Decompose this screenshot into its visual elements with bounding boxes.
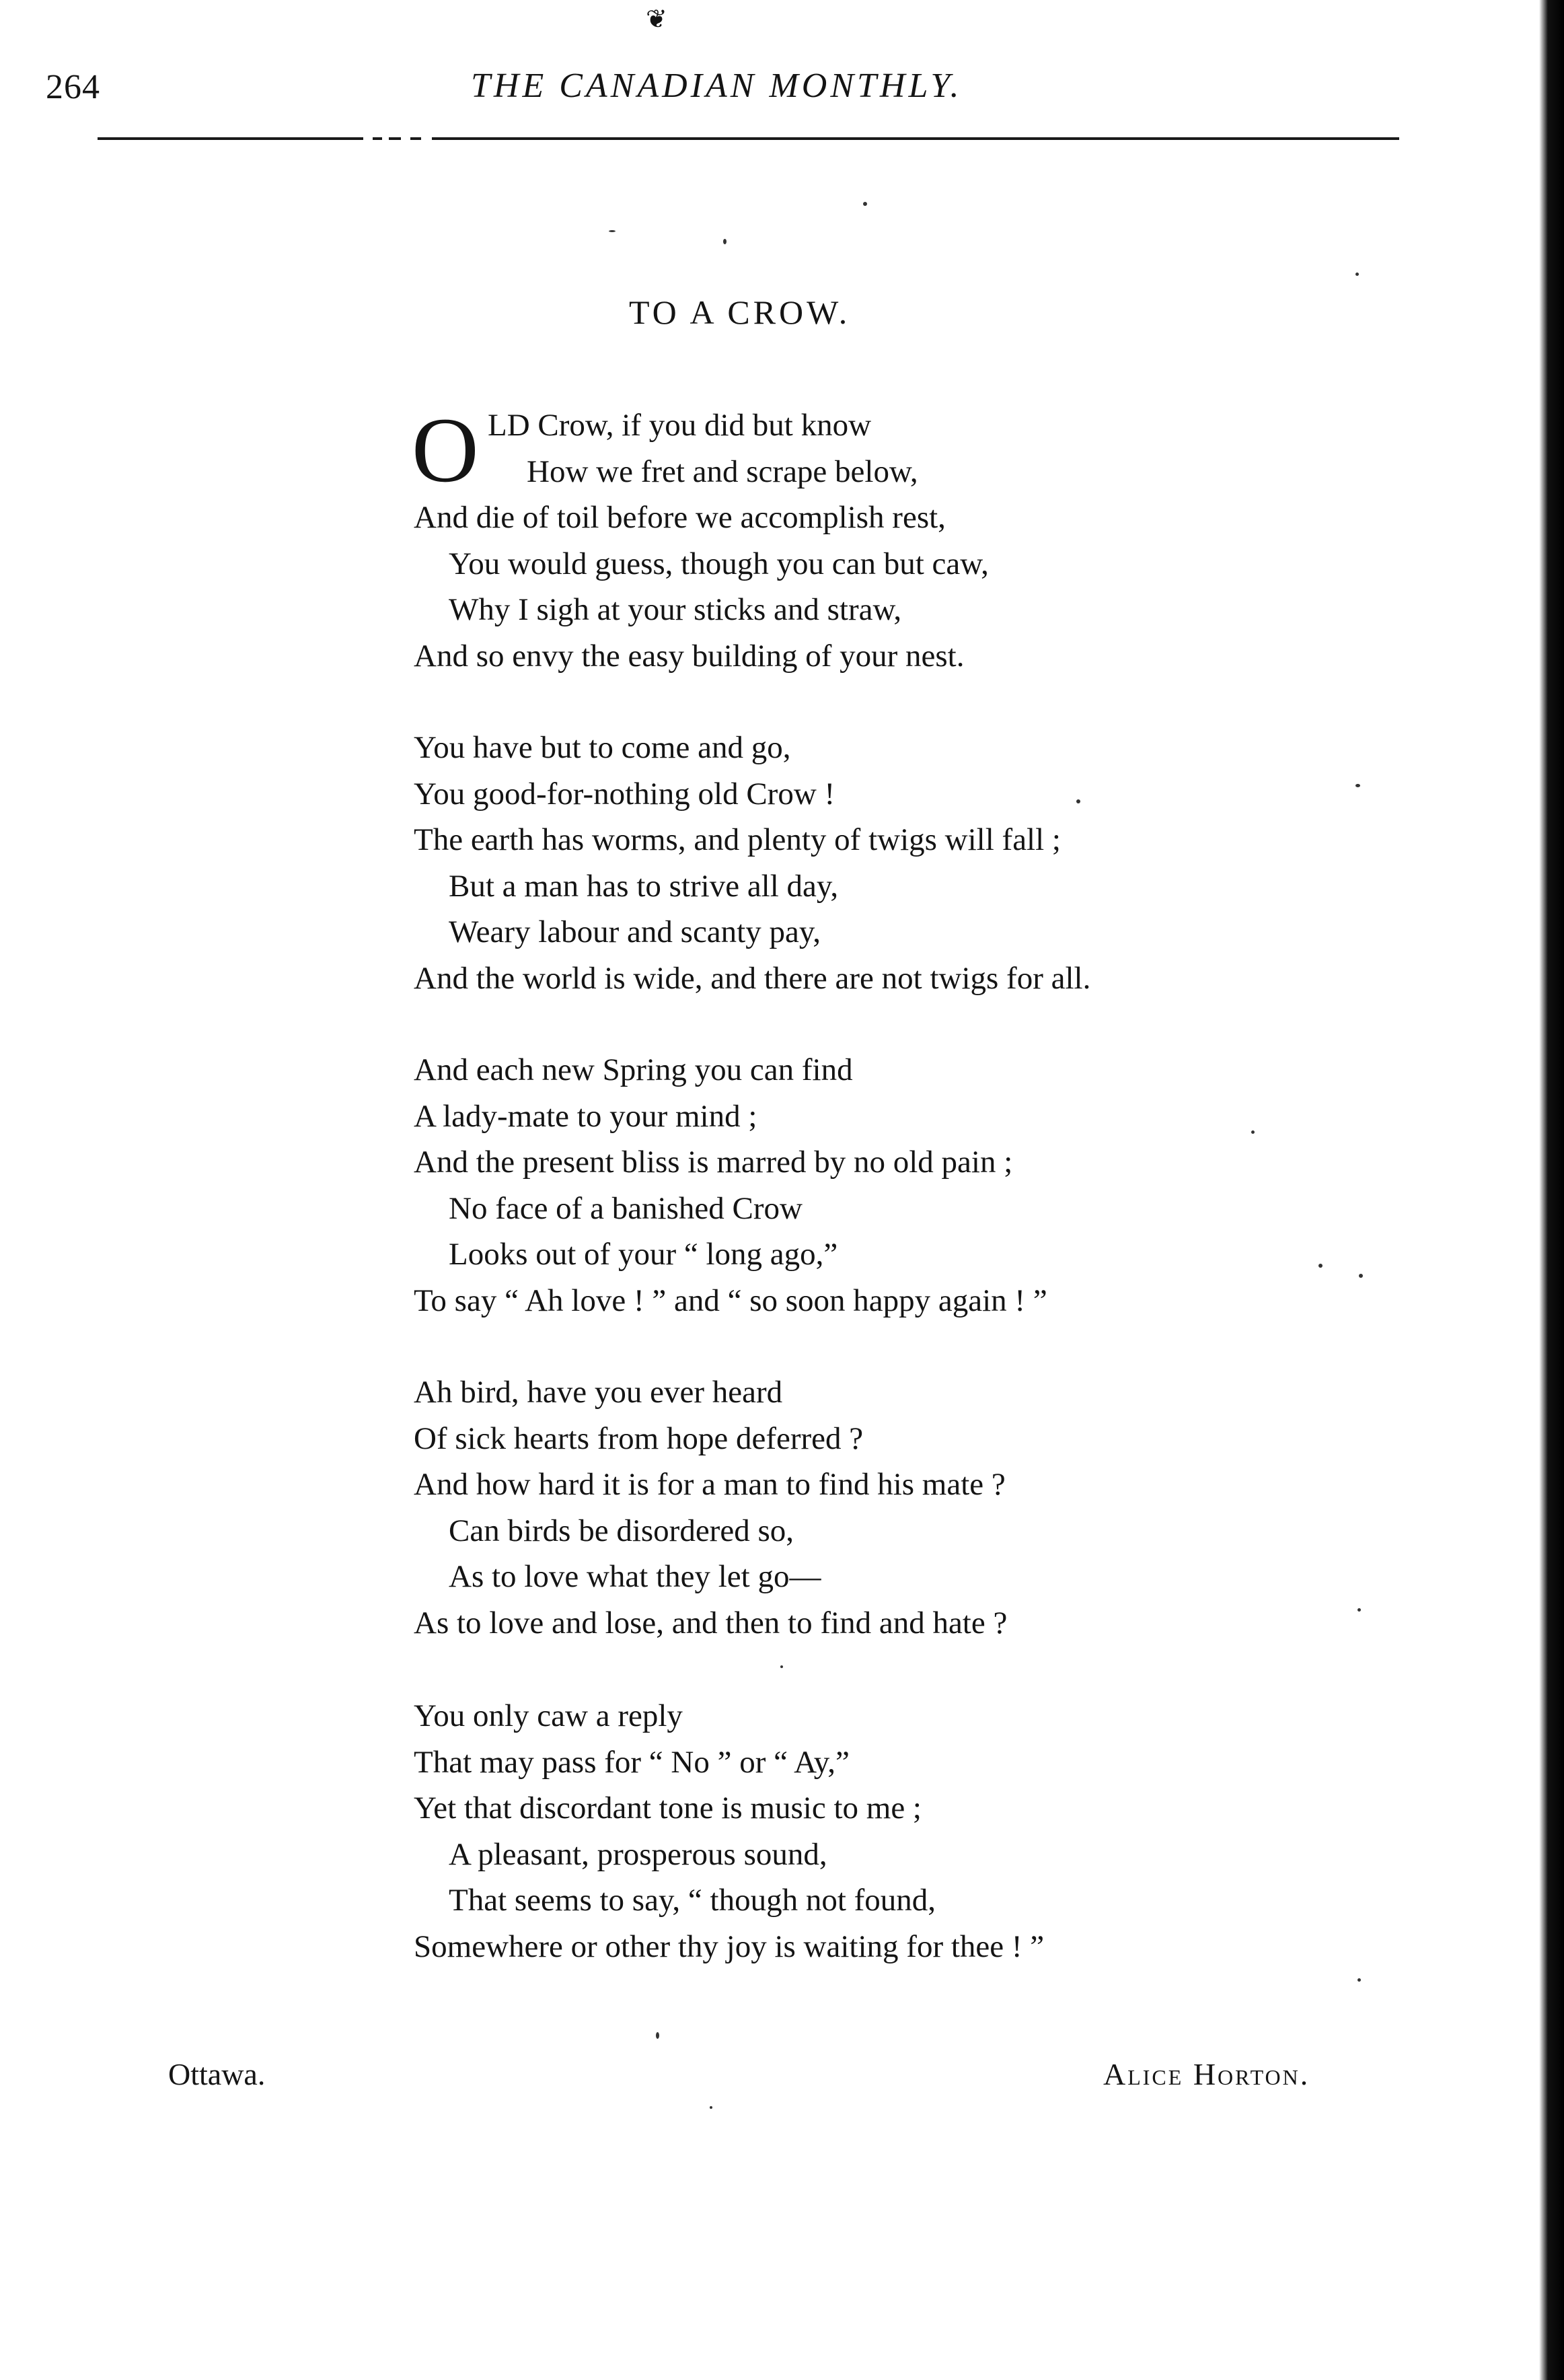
poem-line: No face of a banished Crow [449, 1190, 803, 1226]
place-name: Ottawa. [168, 2057, 266, 2091]
poem-line: As to love what they let go— [449, 1559, 821, 1594]
poem-line: And the present bliss is marred by no old pain ; [414, 1145, 1013, 1180]
scan-edge-shadow [1539, 0, 1564, 2380]
poem-line: To say “ Ah love ! ” and “ so soon happy again ! ” [414, 1283, 1047, 1318]
stanza-break [414, 1001, 1090, 1047]
scan-speck [863, 202, 867, 206]
scan-speck [1359, 1274, 1363, 1278]
poem-line: You have but to come and go, [414, 730, 791, 765]
poem-line: And how hard it is for a man to find his mate ? [414, 1467, 1006, 1502]
author-name: Alice Horton. [1103, 2057, 1310, 2091]
poem-line: Somewhere or other thy joy is waiting for thee ! ” [414, 1928, 1045, 1964]
poem-line: That seems to say, “ though not found, [449, 1883, 936, 1918]
scan-speck [1318, 1264, 1323, 1268]
poem-line: You good-for-nothing old Crow ! [414, 776, 835, 812]
stanza-break [414, 1324, 1090, 1369]
scan-speck [656, 2032, 659, 2039]
poem-line: Yet that discordant tone is music to me ; [414, 1791, 922, 1826]
poem-line: Why I sigh at your sticks and straw, [449, 592, 902, 627]
poem-line: You only caw a reply [414, 1698, 683, 1733]
poem-line: Of sick hearts from hope deferred ? [414, 1420, 864, 1456]
poem-line: LD Crow, if you did but know [488, 408, 872, 443]
poem-line: And die of toil before we accomplish rest, [414, 500, 946, 535]
poem-line: Looks out of your “ long ago,” [449, 1237, 838, 1272]
header-rule-gap [382, 137, 389, 141]
scan-speck [723, 239, 727, 244]
poem-line: Can birds be disordered so, [449, 1513, 794, 1548]
scan-speck [1251, 1130, 1255, 1134]
header-ornament: ❦ [646, 5, 667, 34]
poem-line: The earth has worms, and plenty of twigs will fall ; [414, 822, 1061, 857]
poem-line: As to love and lose, and then to find and hate ? [414, 1605, 1008, 1640]
drop-cap: O [412, 398, 479, 501]
scan-speck [710, 2106, 712, 2109]
page-number: 264 [46, 68, 100, 106]
stanza-break [414, 1646, 1090, 1693]
header-rule-gap [401, 137, 410, 141]
poem-line: But a man has to strive all day, [449, 868, 839, 904]
header-rule [98, 137, 1399, 140]
poem-line: And each new Spring you can find [414, 1052, 853, 1087]
scan-speck [1355, 784, 1360, 787]
scan-speck [609, 230, 616, 232]
poem-line: You would guess, though you can but caw, [449, 546, 989, 581]
header-rule-gap [363, 137, 373, 141]
poem-line: A pleasant, prosperous sound, [449, 1836, 827, 1872]
scan-speck [780, 1665, 783, 1668]
scan-speck [1357, 1608, 1361, 1612]
poem-body [412, 398, 1091, 1970]
poem-line: And so envy the easy building of your nest. [414, 638, 965, 674]
poem-line: Ah bird, have you ever heard [414, 1375, 783, 1410]
scan-speck [1076, 799, 1080, 803]
scan-speck [1357, 1978, 1361, 1982]
poem-title: TO A CROW. [629, 293, 851, 331]
poem-line: That may pass for “ No ” or “ Ay,” [414, 1744, 850, 1780]
poem-line: Weary labour and scanty pay, [449, 914, 821, 949]
scan-speck [1355, 273, 1359, 276]
poem-line: A lady-mate to your mind ; [414, 1098, 757, 1134]
poem-line: How we fret and scrape below, [527, 454, 918, 489]
poem-line: And the world is wide, and there are not twigs for all. [414, 960, 1091, 996]
stanza-break [414, 679, 1090, 725]
running-head: THE CANADIAN MONTHLY. [471, 67, 963, 105]
header-rule-gap [421, 137, 432, 141]
